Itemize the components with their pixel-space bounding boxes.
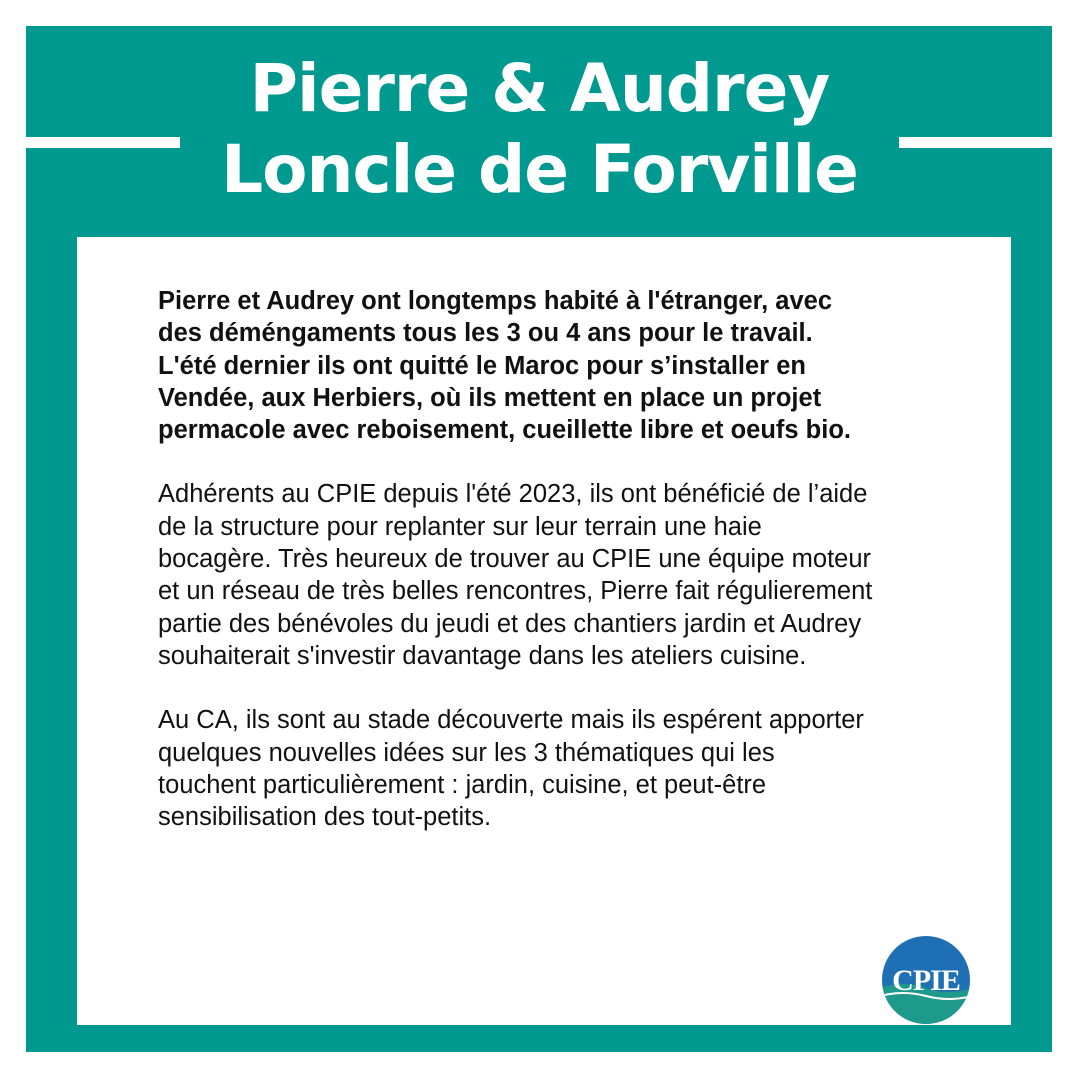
title-decoration-left	[26, 137, 180, 148]
membership-paragraph: Adhérents au CPIE depuis l'été 2023, ils ont bénéficié de l’aide de la structure pour replanter sur leur terrain une haie bocagère. Très heureux de trouver au CPIE une équipe moteur et un réseau de très belles rencontres, Pierre fait régulierement partie des bénévoles du jeudi et des chantiers jardin et Audrey souhaiterait s'investir davantage dans les ateliers cuisine.	[158, 480, 873, 670]
title-line-1: Pierre & Audrey	[249, 50, 830, 127]
intro-paragraph: Pierre et Audrey ont longtemps habité à l'étranger, avec des déméngaments tous les 3 ou 4 ans pour le travail. L'été dernier ils ont quitté le Maroc pour s’installer en Vendée, aux Herbiers, où ils mettent en place un projet permacole avec reboisement, cueillette libre et oeufs bio.	[158, 287, 851, 445]
logo-letters: CPIE	[892, 964, 960, 997]
page-title	[180, 48, 899, 210]
board-paragraph: Au CA, ils sont au stade découverte mais ils espérent apporter quelques nouvelles idées sur les 3 thématiques qui les touchent particulièrement : jardin, cuisine, et peut-être sensibilisation des tout-petits.	[158, 706, 864, 832]
title-decoration-right	[899, 137, 1052, 148]
cpie-logo-icon	[880, 934, 972, 1026]
body-text	[158, 285, 878, 833]
content-panel	[77, 237, 1011, 1025]
title-line-2: Loncle de Forville	[221, 131, 858, 208]
